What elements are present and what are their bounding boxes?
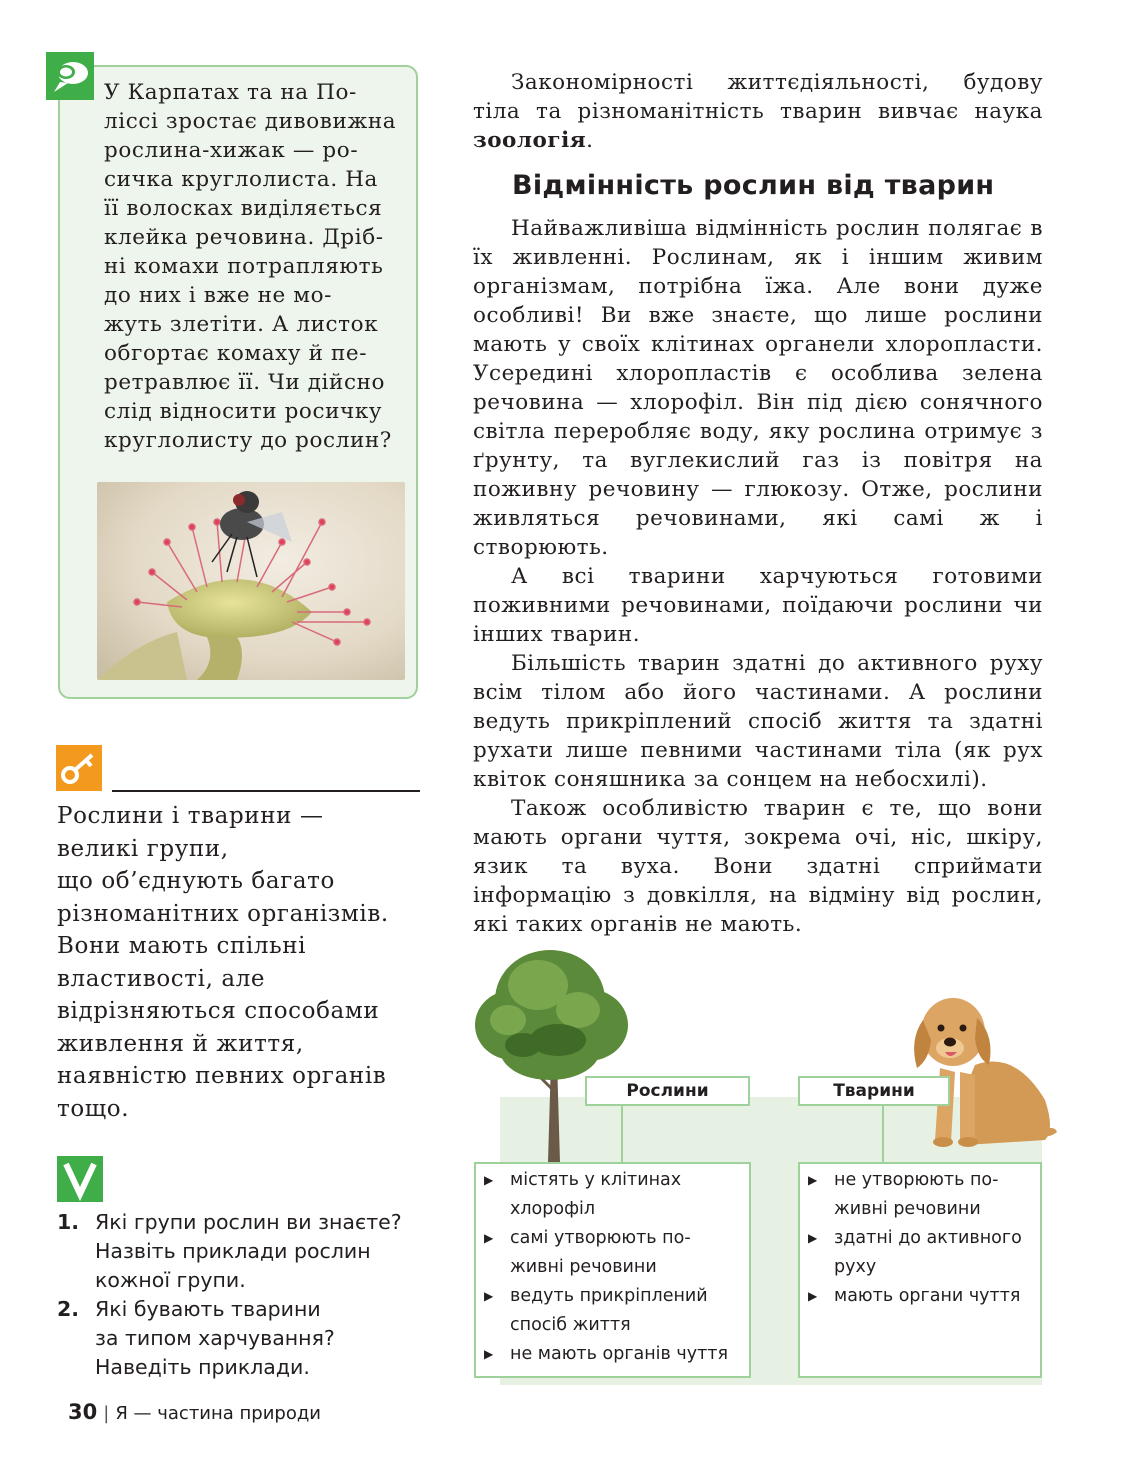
intro-text <box>473 68 1043 155</box>
info-paragraph: У Карпатах та на По- ліссі зростає дивовижна рослина-хижак — ро- сичка круглолиста. На її волосках виділяється клейка речовина. Дріб- ні комахи потрапляють до них і вже не мо- жуть злетіти. А листок обгортає комаху й пе- ретравлює її. Чи дійсно слід відносити росичку круглолисту до рослин? <box>104 80 397 453</box>
list-item-text: ведуть прикріплений спосіб життя <box>510 1286 708 1335</box>
intro-paragraph <box>473 68 1043 155</box>
page-number: 30 <box>68 1400 98 1424</box>
question-text: Які бувають тварини за типом харчування? Наведіть приклади. <box>95 1297 335 1379</box>
list-item <box>808 1282 1032 1311</box>
question-number: 1. <box>57 1210 80 1234</box>
bullet-triangle-icon: ▶ <box>484 1347 494 1361</box>
speech-bubble-icon <box>46 52 94 100</box>
bullet-triangle-icon: ▶ <box>808 1173 818 1187</box>
animals-label: Тварини <box>798 1076 950 1106</box>
question-item <box>57 1208 437 1295</box>
list-item <box>484 1340 741 1369</box>
checkmark-icon <box>57 1156 103 1202</box>
list-item-text: містять у клітинах хлорофіл <box>510 1170 682 1219</box>
tree-illustration <box>458 940 643 1165</box>
key-summary: Рослини і тварини — великі групи, що об’єднують багато різноманітних організмів. Вони мають спільні властивості, але відрізняються способами живлення й життя, наявністю певних органів тощо. <box>57 803 389 1122</box>
bullet-triangle-icon: ▶ <box>484 1231 494 1245</box>
bullet-triangle-icon: ▶ <box>808 1289 818 1303</box>
list-item-text: не утворюють по- живні речовини <box>834 1170 999 1219</box>
question-item <box>57 1295 437 1382</box>
page-footer: 30 | Я — частина природи <box>68 1400 322 1424</box>
sundew-photo <box>97 482 405 680</box>
bullet-triangle-icon: ▶ <box>484 1289 494 1303</box>
list-item <box>484 1224 741 1282</box>
list-item-text: не мають органів чуття <box>510 1344 729 1364</box>
section-heading: Відмінність рослин від тварин <box>512 170 995 201</box>
list-item-text: здатні до активного руху <box>834 1228 1022 1277</box>
term-zoology: зоологія <box>473 128 587 153</box>
list-item-text: самі утворюють по- живні речовини <box>510 1228 691 1277</box>
body-paragraph: А всі тварини харчуються готовими поживними речовинами, поїдаючи рослини чи інших тварин. <box>473 564 1043 647</box>
intro-post: . <box>586 128 594 153</box>
list-item-text: мають органи чуття <box>834 1286 1021 1306</box>
list-item <box>484 1282 741 1340</box>
question-number: 2. <box>57 1297 80 1321</box>
list-item <box>484 1166 741 1224</box>
body-paragraph: Також особливістю тварин є те, що вони мають органи чуття, зокрема очі, ніс, шкіру, язик та вуха. Вони здатні сприймати інформацію з довкілля, на відміну від рослин, які таких органів не мають. <box>473 796 1043 937</box>
chapter-title: Я — частина природи <box>115 1403 322 1424</box>
body-text <box>473 214 1043 939</box>
questions-list <box>57 1208 437 1382</box>
question-text: Які групи рослин ви знаєте? Назвіть приклади рослин кожної групи. <box>95 1210 402 1292</box>
info-text <box>104 78 404 455</box>
body-paragraph: Найважливіша відмінність рослин полягає в їх живленні. Рослинам, як і іншим живим організмам, потрібна їжа. Але вони дуже особливі! Ви вже знаєте, що лише рослини мають у своїх клітинах органели хлоропласти. Усередині хлоропластів є особлива зелена речовина — хлорофіл. Він під дією сонячного світла переробляє воду, яку рослина отримує з ґрунту, та вуглекислий газ із повітря на поживну речовину — глюкозу. Отже, рослини живляться речовинами, які самі ж і створюють. <box>473 216 1043 560</box>
body-paragraph: Більшість тварин здатні до активного руху всім тілом або його частинами. А рослини ведуть прикріплений спосіб життя та здатні рухати лише певними частинами тіла (як рух квіток соняшника за сонцем на небосхилі). <box>473 651 1043 792</box>
list-item <box>808 1224 1032 1282</box>
bullet-triangle-icon: ▶ <box>484 1173 494 1187</box>
bullet-triangle-icon: ▶ <box>808 1231 818 1245</box>
plants-label: Рослини <box>585 1076 750 1106</box>
animals-connector <box>882 1104 884 1162</box>
animals-traits-list <box>798 1162 1042 1378</box>
list-item <box>808 1166 1032 1224</box>
puppy-illustration <box>905 990 1060 1152</box>
plants-connector <box>621 1104 623 1162</box>
divider-line <box>112 790 420 792</box>
intro-pre: Закономірності життєдіяльності, будову тіла та різноманітність тварин вивчає наука <box>473 70 1043 124</box>
key-icon <box>56 745 102 791</box>
plants-traits-list <box>474 1162 751 1378</box>
